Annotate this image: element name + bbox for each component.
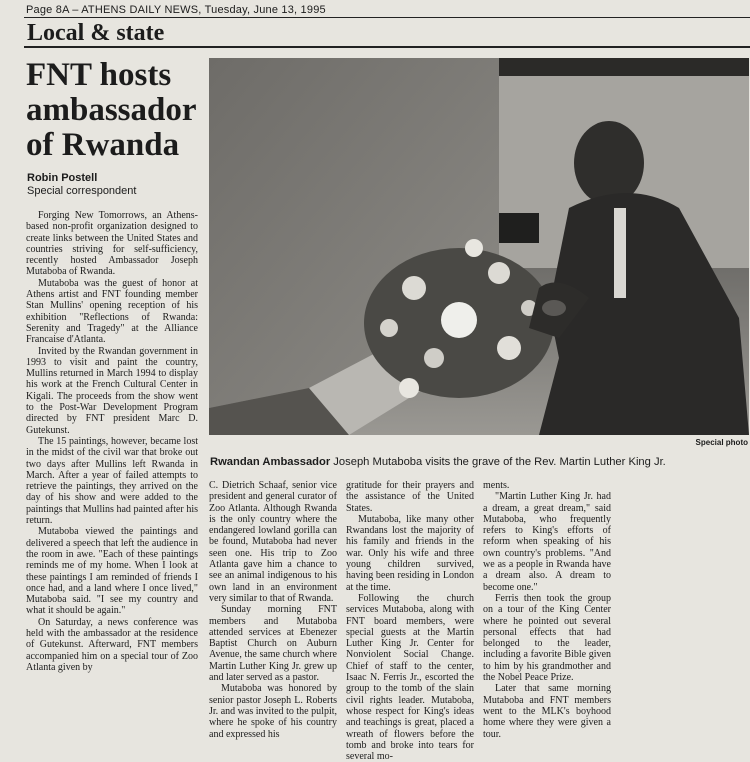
- caption-lead: Rwandan Ambassador: [210, 456, 331, 468]
- article-paragraph: On Saturday, a news conference was held with the ambassador at the residence of Gutekunst. Afterward, FNT members accompanied him on a special tour of Zoo Atlanta given by: [26, 616, 198, 673]
- article-paragraph: Mutaboba viewed the paintings and delivered a speech that left the audience in the room in awe. "Each of these paintings reminds me of my home. When I look at these paintings I am reminded of friends I once had, and a land where I once lived," Mutaboba said. "I see my country and what it should be again.": [26, 526, 198, 617]
- article-paragraph: gratitude for their prayers and the assistance of the United States.: [346, 480, 474, 514]
- page-folio: Page 8A – ATHENS DAILY NEWS, Tuesday, June 13, 1995: [26, 4, 326, 16]
- caption-text: Joseph Mutaboba visits the grave of the Rev. Martin Luther King Jr.: [330, 456, 666, 468]
- photo-caption: [210, 456, 750, 468]
- folio-rule: [24, 17, 750, 18]
- article-paragraph: Mutaboba, like many other Rwandans lost the majority of his family and friends in the war. Only his wife and three young children survived, having been residing in London at the time.: [346, 513, 474, 593]
- news-photo: [209, 58, 749, 435]
- article-column-1: [26, 210, 198, 712]
- article-paragraph: ments.: [483, 480, 510, 491]
- article-column-2: [209, 480, 337, 740]
- article-paragraph: Sunday morning FNT members and Mutaboba attended services at Ebenezer Baptist Church on Auburn Avenue, the same church where Martin Luther King Jr. grew up and later served as a pastor.: [209, 604, 337, 684]
- section-heading: Local & state: [27, 20, 165, 46]
- article-headline: [26, 58, 206, 163]
- article-paragraph: Invited by the Rwandan government in 1993 to visit and paint the country, Mullins returned in March 1994 to display his work at the French Cultural Center in Kigali. The proceeds from the show went to the Post-War Development Program directed by FNT president Marc D. Gutekunst.: [26, 345, 198, 436]
- article-paragraph: C. Dietrich Schaaf, senior vice president and general curator of Zoo Atlanta. Although Rwanda is the only country where the endangered lowland gorilla can be found, Mutaboba had never seen one. His trip to Zoo Atlanta gave him a chance to see an animal indigenous to his own land in an environment very similar to that of Rwanda.: [209, 480, 337, 604]
- article-paragraph: "Martin Luther King Jr. had a dream, a great dream," said Mutaboba, who frequently refers to King's efforts of reform when speaking of his own country's problems. "And we as a people in Rwanda have a dream also. A dream to become one.": [483, 491, 611, 593]
- article-column-3: [346, 480, 474, 762]
- headline-line: of Rwanda: [26, 127, 180, 163]
- article-paragraph: Mutaboba was the guest of honor at Athens artist and FNT founding member Stan Mullins' opening reception of his exhibition "Reflections of Rwanda: Serenity and Tragedy" at the Alliance Francaise d'Atlanta.: [26, 277, 198, 346]
- byline-name: Robin Postell: [27, 172, 98, 184]
- article-paragraph: Forging New Tomorrows, an Athens-based non-profit organization designed to create links between the United States and countries striving for self-sufficiency, recently hosted Ambassador Joseph Mutaboba of Rwanda.: [26, 210, 198, 278]
- article-paragraph: Later that same morning Mutaboba and FNT members went to the MLK's boyhood home where they were given a tour.: [483, 683, 611, 740]
- article-paragraph: Following the church services Mutaboba, along with FNT board members, were special guests at the Martin Luther King Jr. Center for Nonviolent Social Change. Chief of staff to the center, Isaac N. Ferris Jr., escorted the group to the tomb of the slain civil rights leader. Mutaboba, whose respect for King's ideas and teachings is great, placed a wreath of flowers before the tomb and broke into tears for several mo-: [346, 592, 474, 762]
- photo-illustration: [209, 58, 749, 435]
- photo-credit: Special photo: [695, 438, 748, 447]
- headline-line: ambassador: [26, 92, 197, 128]
- article-column-4: [483, 480, 611, 740]
- article-paragraph: The 15 paintings, however, became lost in the midst of the civil war that broke out two days after Mullins left Rwanda in March. After a year of failed attempts to retrieve the paintings, they arrived on the day of his show and were added to the paintings that Mullins had painted after his return.: [26, 435, 198, 527]
- byline-role: Special correspondent: [27, 185, 137, 197]
- byline: [27, 172, 136, 198]
- section-rule: [24, 46, 750, 48]
- article-paragraph: Mutaboba was honored by senior pastor Joseph L. Roberts Jr. and was invited to the pulpit, where he spoke of his country and expressed his: [209, 683, 337, 740]
- headline-line: FNT hosts: [26, 57, 172, 93]
- article-paragraph: Ferris then took the group on a tour of the King Center where he pointed out several personal effects that had belonged to the leader, including a favorite Bible given to him by his grandmother and the Nobel Peace Prize.: [483, 592, 611, 684]
